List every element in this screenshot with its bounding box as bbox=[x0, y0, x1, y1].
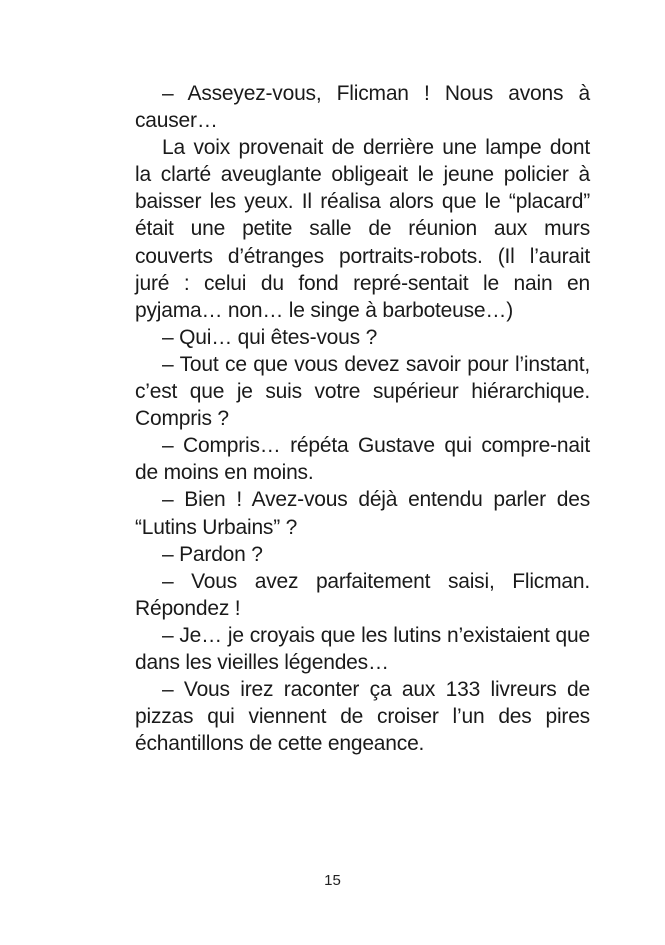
body-text bbox=[135, 80, 590, 757]
paragraph: – Asseyez-vous, Flicman ! Nous avons à causer… bbox=[135, 82, 590, 133]
paragraph: – Je… je croyais que les lutins n’existaient que dans les vieilles légendes… bbox=[135, 623, 590, 674]
page-number: 15 bbox=[324, 872, 341, 889]
paragraph: – Compris… répéta Gustave qui compre-nait de moins en moins. bbox=[135, 434, 590, 485]
paragraph: – Bien ! Avez-vous déjà entendu parler des “Lutins Urbains” ? bbox=[135, 488, 590, 539]
paragraph: – Vous avez parfaitement saisi, Flicman. Répondez ! bbox=[135, 569, 590, 620]
paragraph: – Tout ce que vous devez savoir pour l’instant, c’est que je suis votre supérieur hiérarchique. Compris ? bbox=[135, 352, 590, 431]
paragraph: La voix provenait de derrière une lampe dont la clarté aveuglante obligeait le jeune policier à baisser les yeux. Il réalisa alors que le “placard” était une petite salle de réunion aux murs couverts d’étranges portraits-robots. (Il l’aurait juré : celui du fond repré-sentait le nain en pyjama… non… le singe à barboteuse…) bbox=[135, 136, 590, 322]
paragraph: – Vous irez raconter ça aux 133 livreurs de pizzas qui viennent de croiser l’un des pires échantillons de cette engeance. bbox=[135, 678, 590, 756]
paragraph: – Qui… qui êtes-vous ? bbox=[162, 325, 378, 349]
paragraph: – Pardon ? bbox=[162, 542, 263, 566]
